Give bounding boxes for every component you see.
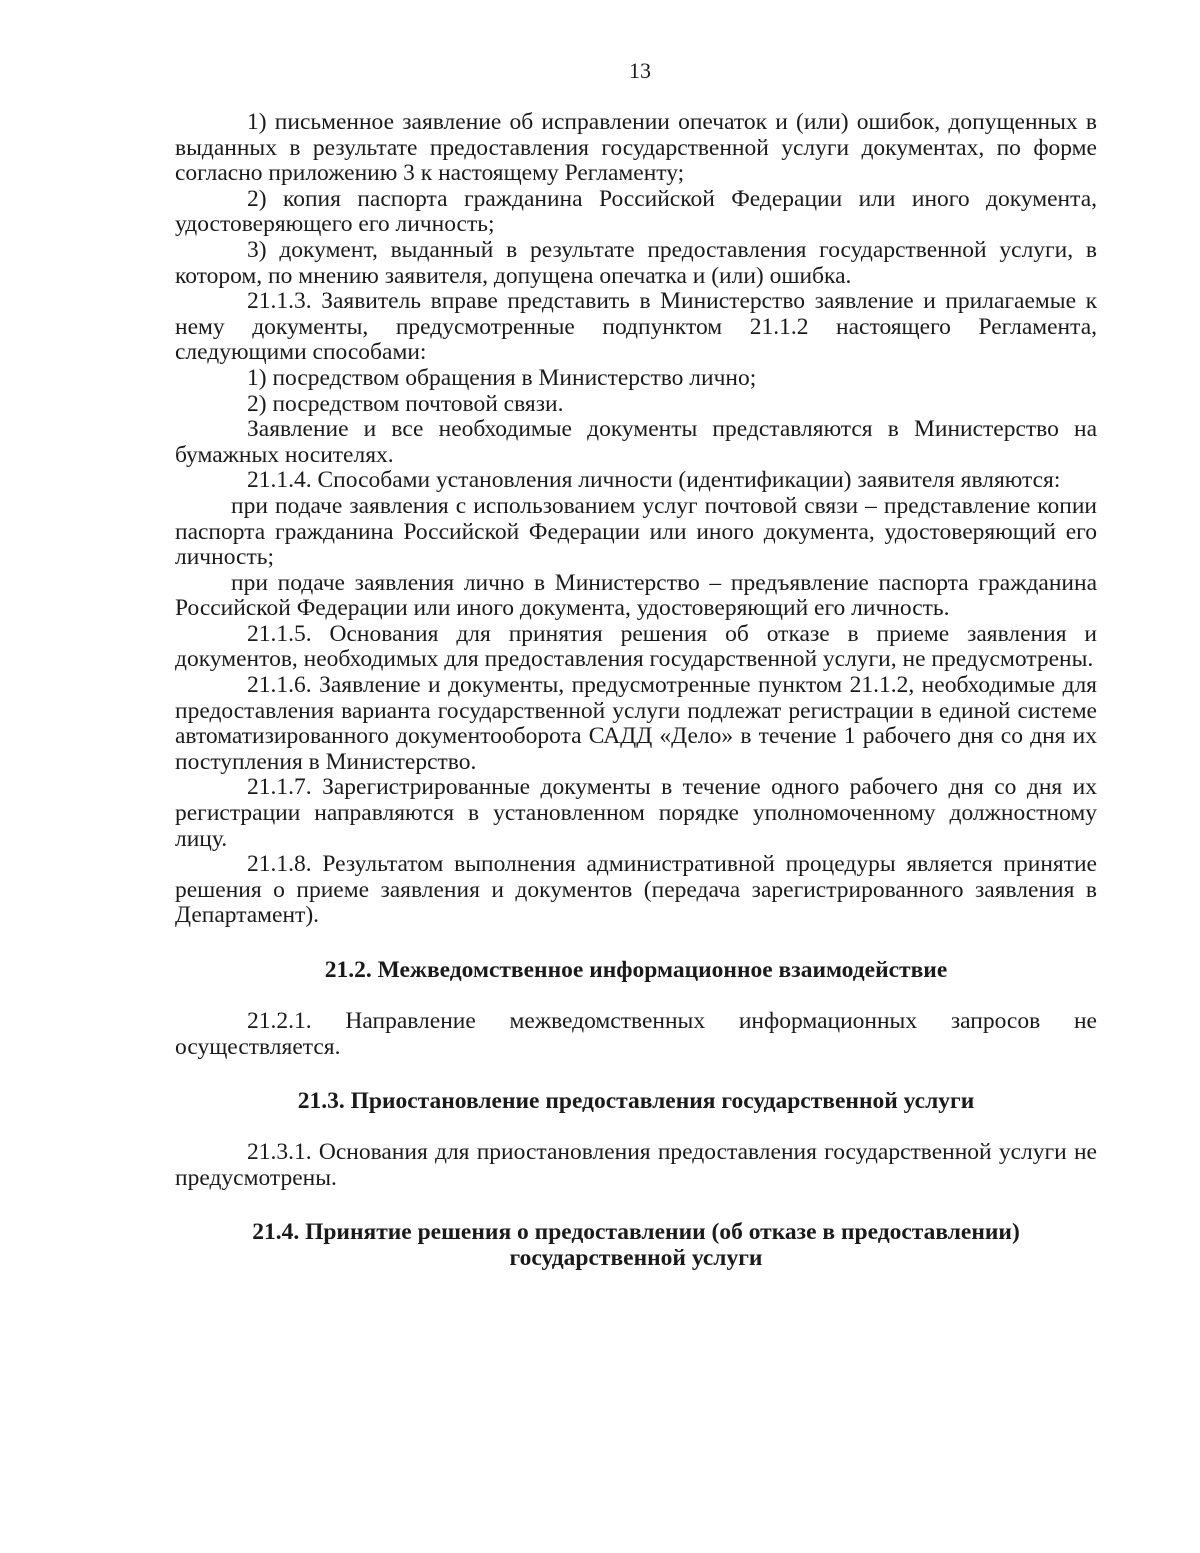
paragraph-method-2: 2) посредством почтовой связи. — [247, 390, 564, 417]
section-heading-21-4 — [175, 1219, 1097, 1271]
paragraph-21-1-7: 21.1.7. Зарегистрированные документы в течение одного рабочего дня со дня их регистрации направляются в установленном порядке уполномоченному должностному лицу. — [175, 774, 1097, 852]
paragraph-method-1: 1) посредством обращения в Министерство лично; — [247, 364, 757, 391]
section-heading-21-2: 21.2. Межведомственное информационное взаимодействие — [324, 957, 948, 983]
paragraph-identification-post: при подаче заявления с использованием услуг почтовой связи – представление копии паспорта гражданина Российской Федерации или иного документа, удостоверяющий его личность; — [175, 492, 1097, 571]
paragraph-21-3-1: 21.3.1. Основания для приостановления предоставления государственной услуги не предусмотрены. — [175, 1139, 1097, 1191]
paragraph-paper-media: Заявление и все необходимые документы представляются в Министерство на бумажных носителях. — [175, 416, 1097, 468]
paragraph-item-1: 1) письменное заявление об исправлении опечаток и (или) ошибок, допущенных в выданных в результате предоставления государственной услуги документах, по форме согласно приложению 3 к настоящему Регламенту; — [175, 109, 1097, 187]
paragraph-21-1-8: 21.1.8. Результатом выполнения административной процедуры является принятие решения о приеме заявления и документов (передача зарегистрированного заявления в Департамент). — [175, 851, 1097, 929]
paragraph-21-1-4: 21.1.4. Способами установления личности (идентификации) заявителя являются: — [247, 467, 1061, 494]
section-heading-21-3: 21.3. Приостановление предоставления государственной услуги — [297, 1088, 975, 1115]
paragraph-21-1-6: 21.1.6. Заявление и документы, предусмотренные пунктом 21.1.2, необходимые для предоставления варианта государственной услуги подлежат регистрации в единой системе автоматизированного документооборота САДД «Дело» в течение 1 рабочего дня со дня их поступления в Министерство. — [175, 672, 1097, 775]
paragraph-21-2-1: 21.2.1. Направление межведомственных информационных запросов не осуществляется. — [175, 1008, 1097, 1060]
document-body — [175, 110, 1097, 1271]
paragraph-item-3: 3) документ, выданный в результате предоставления государственной услуги, в котором, по мнению заявителя, допущена опечатка и (или) ошибка. — [175, 236, 1097, 289]
paragraph-item-2: 2) копия паспорта гражданина Российской Федерации или иного документа, удостоверяющего его личность; — [175, 185, 1097, 238]
page-number: 13 — [629, 58, 651, 83]
paragraph-21-1-3: 21.1.3. Заявитель вправе представить в Министерство заявление и прилагаемые к нему документы, предусмотренные подпунктом 21.1.2 настоящего Регламента, следующими способами: — [175, 288, 1097, 366]
section-heading-21-4-line1: 21.4. Принятие решения о предоставлении (об отказе в предоставлении) — [252, 1219, 1020, 1246]
paragraph-identification-personal: при подаче заявления лично в Министерство – предъявление паспорта гражданина Российской Федерации или иного документа, удостоверяющий его личность. — [175, 569, 1097, 622]
paragraph-21-1-5: 21.1.5. Основания для принятия решения об отказе в приеме заявления и документов, необходимых для предоставления государственной услуги, не предусмотрены. — [175, 620, 1097, 673]
section-heading-21-4-line2: государственной услуги — [509, 1245, 763, 1272]
